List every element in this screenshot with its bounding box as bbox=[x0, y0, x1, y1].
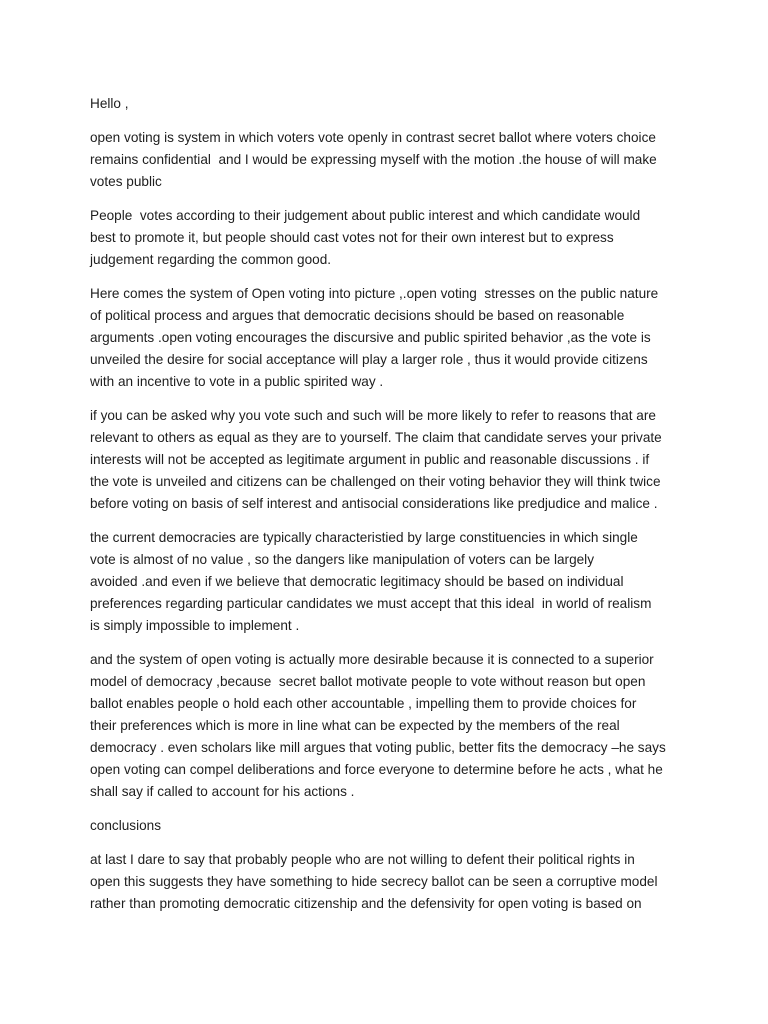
text-line: interests will not be accepted as legitimate argument in public and reasonable discussions . if bbox=[90, 452, 650, 467]
paragraph bbox=[90, 849, 690, 915]
text-line: arguments .open voting encourages the discursive and public spirited behavior ,as the vote is bbox=[90, 330, 651, 345]
text-line: and the system of open voting is actually more desirable because it is connected to a superior bbox=[90, 652, 654, 667]
section-heading bbox=[90, 815, 690, 837]
text-line: democracy . even scholars like mill argues that voting public, better fits the democracy –he says bbox=[90, 740, 666, 755]
paragraph bbox=[90, 527, 690, 637]
text-line: if you can be asked why you vote such and such will be more likely to refer to reasons that are bbox=[90, 408, 656, 423]
text-line: People votes according to their judgement about public interest and which candidate would bbox=[90, 208, 641, 223]
text-line: their preferences which is more in line what can be expected by the members of the real bbox=[90, 718, 620, 733]
text-line: Here comes the system of Open voting into picture ,.open voting stresses on the public nature bbox=[90, 286, 659, 301]
text-line: relevant to others as equal as they are to yourself. The claim that candidate serves your private bbox=[90, 430, 662, 445]
text-line: shall say if called to account for his actions . bbox=[90, 784, 355, 799]
text-line: open voting can compel deliberations and force everyone to determine before he acts , what he bbox=[90, 762, 663, 777]
paragraph bbox=[90, 649, 690, 803]
text-line: conclusions bbox=[90, 818, 162, 833]
document-body bbox=[90, 93, 690, 927]
text-line: the current democracies are typically characteristied by large constituencies in which single bbox=[90, 530, 638, 545]
text-line: ballot enables people o hold each other accountable , impelling them to provide choices for bbox=[90, 696, 637, 711]
text-line: preferences regarding particular candidates we must accept that this ideal in world of realism bbox=[90, 596, 652, 611]
text-line: model of democracy ,because secret ballot motivate people to vote without reason but open bbox=[90, 674, 646, 689]
text-line: remains confidential and I would be expressing myself with the motion .the house of will make bbox=[90, 152, 657, 167]
text-line: avoided .and even if we believe that democratic legitimacy should be based on individual bbox=[90, 574, 624, 589]
paragraph bbox=[90, 127, 690, 193]
text-line: judgement regarding the common good. bbox=[90, 252, 332, 267]
text-line: rather than promoting democratic citizenship and the defensivity for open voting is based on bbox=[90, 896, 642, 911]
text-line: at last I dare to say that probably people who are not willing to defent their political rights in bbox=[90, 852, 635, 867]
text-line: open this suggests they have something to hide secrecy ballot can be seen a corruptive model bbox=[90, 874, 658, 889]
text-line: votes public bbox=[90, 174, 162, 189]
text-line: is simply impossible to implement . bbox=[90, 618, 300, 633]
text-line: open voting is system in which voters vote openly in contrast secret ballot where voters choice bbox=[90, 130, 656, 145]
text-line: of political process and argues that democratic decisions should be based on reasonable bbox=[90, 308, 625, 323]
greeting bbox=[90, 93, 690, 115]
text-line: the vote is unveiled and citizens can be challenged on their voting behavior they will think twice bbox=[90, 474, 661, 489]
paragraph bbox=[90, 283, 690, 393]
paragraph-list bbox=[90, 127, 690, 915]
paragraph bbox=[90, 405, 690, 515]
text-line: unveiled the desire for social acceptance will play a larger role , thus it would provide citizens bbox=[90, 352, 648, 367]
greeting-text: Hello , bbox=[90, 96, 129, 111]
paragraph bbox=[90, 205, 690, 271]
text-line: with an incentive to vote in a public spirited way . bbox=[90, 374, 384, 389]
text-line: vote is almost of no value , so the dangers like manipulation of voters can be largely bbox=[90, 552, 595, 567]
text-line: best to promote it, but people should cast votes not for their own interest but to express bbox=[90, 230, 614, 245]
text-line: before voting on basis of self interest and antisocial considerations like predjudice and malice . bbox=[90, 496, 658, 511]
